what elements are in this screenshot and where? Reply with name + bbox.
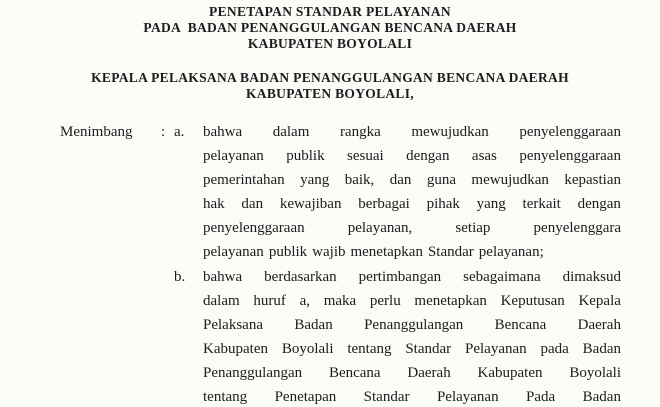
item-b-line: Penanggulangan Bencana Daerah Kabupaten Boyolali bbox=[203, 365, 621, 381]
item-a-line: bahwa dalam rangka mewujudkan penyelenggaraan bbox=[203, 124, 621, 140]
decree-heading-line-1: KEPALA PELAKSANA BADAN PENANGGULANGAN BENCANA DAERAH bbox=[91, 70, 569, 85]
item-b-line: Kabupaten Boyolali tentang Standar Pelayanan pada Badan bbox=[203, 341, 621, 357]
item-a-line: hak dan kewajiban berbagai pihak yang terkait dengan bbox=[203, 196, 621, 212]
title-line-1: PENETAPAN STANDAR PELAYANAN bbox=[209, 4, 451, 19]
considering-colon: : bbox=[161, 124, 166, 140]
item-b-line: tentang Penetapan Standar Pelayanan Pada Badan bbox=[203, 389, 621, 405]
item-a-line: penyelenggaraan pelayanan, setiap penyelenggara bbox=[203, 220, 621, 236]
item-b-line: dalam huruf a, maka perlu menetapkan Keputusan Kepala bbox=[203, 293, 621, 309]
item-a-line: pemerintahan yang baik, dan guna mewujudkan kepastian bbox=[203, 172, 621, 188]
item-a-marker: a. bbox=[174, 124, 185, 140]
title-line-2: PADA BADAN PENANGGULANGAN BENCANA DAERAH bbox=[143, 20, 517, 35]
item-b-line: bahwa berdasarkan pertimbangan sebagaimana dimaksud bbox=[203, 269, 621, 285]
title-line-3: KABUPATEN BOYOLALI bbox=[247, 36, 413, 51]
item-a-line: pelayanan publik sesuai dengan asas penyelenggaraan bbox=[203, 148, 621, 164]
item-b-marker: b. bbox=[174, 269, 186, 285]
item-b-line: Pelaksana Badan Penanggulangan Bencana Daerah bbox=[203, 317, 621, 333]
item-a-line: pelayanan publik wajib menetapkan Standar pelayanan; bbox=[203, 244, 544, 260]
considering-label: Menimbang bbox=[60, 124, 133, 140]
decree-heading-line-2: KABUPATEN BOYOLALI, bbox=[246, 86, 414, 101]
